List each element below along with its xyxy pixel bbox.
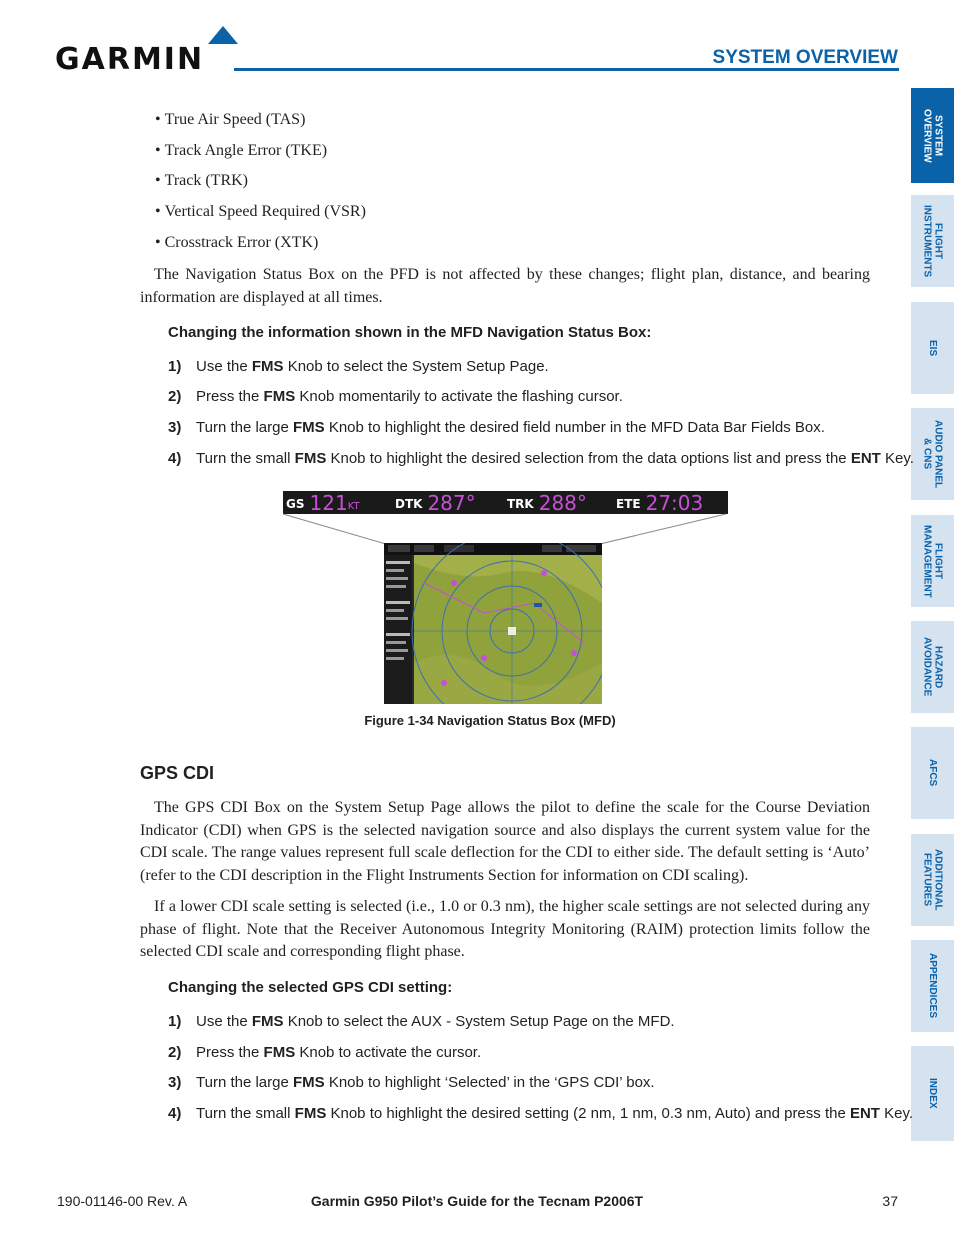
tab-audio-panel[interactable]: AUDIO PANEL & CNS [911, 408, 954, 500]
bullet-item: • Crosstrack Error (XTK) [155, 234, 319, 251]
tab-eis[interactable]: EIS [911, 302, 954, 394]
tab-flight-instruments[interactable]: FLIGHT INSTRUMENTS [911, 195, 954, 287]
mfd-data-bar [283, 491, 728, 514]
logo-text: GARMIN [55, 42, 205, 77]
figure-caption: Figure 1-34 Navigation Status Box (MFD) [364, 713, 616, 728]
footer-title: Garmin G950 Pilot’s Guide for the Tecnam P2006T [310, 1193, 644, 1209]
bullet-item: • Track Angle Error (TKE) [155, 142, 328, 159]
databar-field: GS 121 KT [286, 491, 360, 515]
procedure-title: Changing the information shown in the MFD Navigation Status Box: [168, 324, 652, 341]
databar-field: TRK 288° [507, 491, 587, 515]
bullet-item: • Vertical Speed Required (VSR) [155, 203, 366, 220]
procedure-step: 4) Turn the small FMS Knob to highlight the desired setting (2 nm, 1 nm, 0.3 nm, Auto) and press the ENT Key. [168, 1105, 914, 1122]
section-title: SYSTEM OVERVIEW [712, 47, 898, 68]
procedure-step: 1) Use the FMS Knob to select the System Setup Page. [168, 358, 549, 375]
procedure-step: 2) Press the FMS Knob momentarily to activate the flashing cursor. [168, 388, 623, 405]
procedure-step: 4) Turn the small FMS Knob to highlight the desired selection from the data options list and press the ENT Key. [168, 450, 914, 467]
tab-index[interactable]: INDEX [911, 1046, 954, 1141]
procedure-step: 1) Use the FMS Knob to select the AUX - System Setup Page on the MFD. [168, 1013, 675, 1030]
procedure-step: 2) Press the FMS Knob to activate the cursor. [168, 1044, 482, 1061]
databar-field: ETE 27:03 [616, 491, 704, 515]
procedure-title: Changing the selected GPS CDI setting: [168, 979, 453, 996]
paragraph: The GPS CDI Box on the System Setup Page allows the pilot to define the scale for the Course Deviation Indicator (CDI) when GPS is the selected navigation source and also displays the current system value for the CDI scale. The range values represent full scale deflection for the CDI to either side. The default setting is ‘Auto’ (refer to the CDI description in the Flight Instruments Section for information on CDI scaling). [140, 799, 870, 884]
paragraph: The Navigation Status Box on the PFD is not affected by these changes; flight plan, distance, and bearing information are displayed at all times. [140, 266, 870, 306]
mfd-screenshot [384, 543, 602, 704]
tab-additional-features[interactable]: ADDITIONAL FEATURES [911, 834, 954, 926]
procedure-step: 3) Turn the large FMS Knob to highlight the desired field number in the MFD Data Bar Fields Box. [168, 419, 825, 436]
page-number: 37 [882, 1193, 898, 1209]
bullet-item: • True Air Speed (TAS) [155, 111, 306, 128]
bullet-item: • Track (TRK) [155, 172, 249, 189]
tab-hazard-avoidance[interactable]: HAZARD AVOIDANCE [911, 621, 954, 713]
mfd-map-image [384, 543, 602, 704]
logo-triangle-icon [208, 26, 238, 46]
footer-doc-number: 190-01146-00 Rev. A [57, 1193, 188, 1209]
databar-field: DTK 287° [395, 491, 476, 515]
tab-afcs[interactable]: AFCS [911, 727, 954, 819]
tab-flight-management[interactable]: FLIGHT MANAGEMENT [911, 515, 954, 607]
tab-appendices[interactable]: APPENDICES [911, 940, 954, 1032]
paragraph: If a lower CDI scale setting is selected (i.e., 1.0 or 0.3 nm), the higher scale settings are not selected during any phase of flight. Note that the Receiver Autonomous Integrity Monitoring (RAIM) protection limits follow the selected CDI scale and corresponding flight phase. [140, 898, 870, 960]
procedure-step: 3) Turn the large FMS Knob to highlight ‘Selected’ in the ‘GPS CDI’ box. [168, 1074, 655, 1091]
section-heading: GPS CDI [140, 763, 215, 783]
tab-system-overview[interactable]: SYSTEM OVERVIEW [911, 88, 954, 183]
